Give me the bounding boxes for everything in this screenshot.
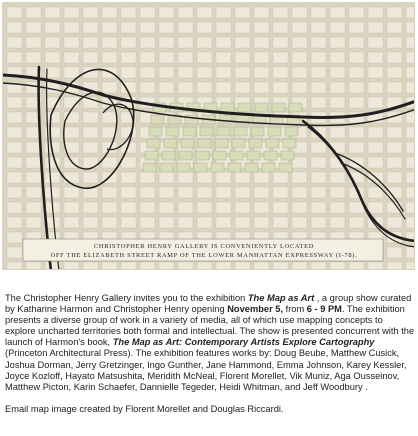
- highlighted-block: [255, 103, 268, 112]
- highlighted-block: [166, 127, 179, 136]
- highlighted-block: [149, 127, 162, 136]
- map-panel: [2, 2, 415, 270]
- highlighted-block: [213, 151, 226, 160]
- highlighted-block: [234, 127, 247, 136]
- highlighted-block: [281, 151, 294, 160]
- highlighted-block: [200, 127, 213, 136]
- highlighted-block: [268, 127, 281, 136]
- highlighted-block: [181, 139, 194, 148]
- caption-line-1: CHRISTOPHER HENRY GALLERY IS CONVENIENTLY LOCATED: [93, 243, 315, 250]
- highlighted-block: [289, 103, 302, 112]
- highlighted-block: [185, 115, 198, 124]
- highlighted-block: [228, 163, 241, 172]
- highlighted-block: [151, 115, 164, 124]
- highlighted-block: [279, 163, 292, 172]
- highlighted-block: [143, 163, 156, 172]
- highlighted-block: [211, 163, 224, 172]
- highlighted-block: [147, 139, 160, 148]
- city-blocks-grid: [3, 3, 415, 270]
- highlighted-block: [230, 151, 243, 160]
- highlighted-block: [264, 151, 277, 160]
- highlighted-block: [215, 139, 228, 148]
- map-caption: [7, 242, 401, 260]
- opening-date: November 5,: [227, 304, 284, 315]
- highlighted-block: [219, 115, 232, 124]
- highlighted-block: [266, 139, 279, 148]
- highlighted-block: [251, 127, 264, 136]
- highlighted-block: [183, 127, 196, 136]
- highlighted-block: [194, 163, 207, 172]
- opening-time: 6 - 9 PM: [306, 304, 342, 315]
- highlighted-block: [177, 163, 190, 172]
- street-map-illustration: [3, 3, 415, 270]
- highlighted-block: [232, 139, 245, 148]
- highlighted-block: [164, 139, 177, 148]
- credit-line: Email map image created by Florent Morellet and Douglas Riccardi.: [5, 403, 284, 414]
- highlighted-block: [145, 151, 158, 160]
- highlighted-block: [249, 139, 262, 148]
- highlighted-block: [162, 151, 175, 160]
- exhibition-title: The Map as Art: [247, 293, 315, 303]
- text-run: The Christopher Henry Gallery invites you to the exhibition: [5, 293, 248, 303]
- highlighted-block: [245, 163, 258, 172]
- highlighted-block: [238, 103, 251, 112]
- text-run: from: [283, 304, 307, 315]
- highlighted-block: [179, 151, 192, 160]
- highlighted-block: [272, 103, 285, 112]
- invitation-text: [5, 293, 415, 415]
- highlighted-block: [262, 163, 275, 172]
- highlighted-block: [160, 163, 173, 172]
- book-title: The Map as Art: Contemporary Artists Explore Cartography: [112, 337, 375, 348]
- text-run: (Princeton Architectural Press). The exhibition features works by: Doug Beube, Matthew Cusick, Joshua Dorman, Jerry Gretzinger, Ingo Gunther, Jane Hammond, Emma Johnson, Karey Kessler, Joyce Kozloff, Hayato Matsushita, Meridith McNeal, Florent Morellet, Vik Muniz, Aga Ousseinov, Matthew Picton, Karin Schaefer, Dannielle Tegeder, Heidi Whitman, and Jeff Woodbury .: [5, 348, 407, 392]
- highlighted-block: [196, 151, 209, 160]
- highlighted-block: [283, 139, 296, 148]
- highlighted-block: [198, 139, 211, 148]
- caption-line-2: OFF THE ELIZABETH STREET RAMP OF THE LOWER MANHATTAN EXPRESSWAY (I-78).: [50, 252, 358, 259]
- text-run: . The exhibition presents a diverse group of work in a variety of media, all of which use mapping concepts to explore uncharted territories both formal and intellectual. The show is presented concurrent with the launch of Harmon's book,: [5, 304, 415, 348]
- highlighted-block: [285, 127, 298, 136]
- text-run: , a group show curated by Katharine Harmon and Christopher Henry opening: [5, 293, 412, 315]
- highlighted-block: [217, 127, 230, 136]
- invitation-paragraph: [5, 293, 415, 393]
- highlighted-block: [221, 103, 234, 112]
- highlighted-block: [247, 151, 260, 160]
